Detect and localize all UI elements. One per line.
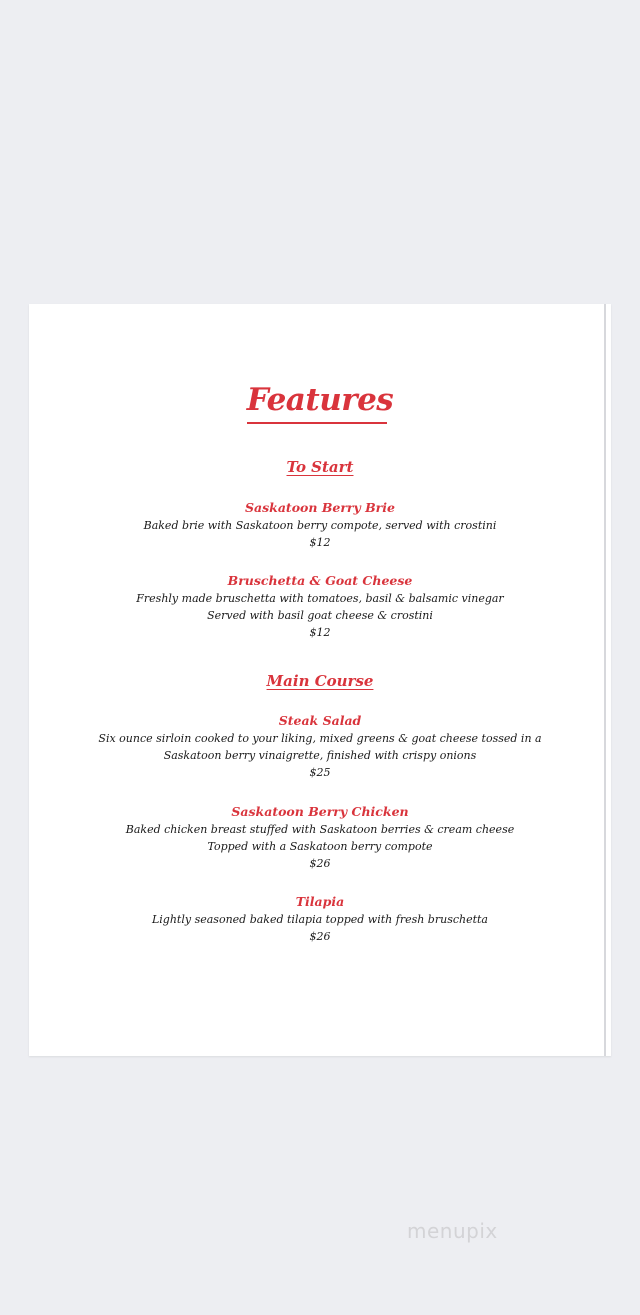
- menu-item-bruschetta-goat-cheese: [29, 572, 611, 641]
- item-description: Lightly seasoned baked tilapia topped with fresh bruschetta: [151, 913, 488, 926]
- item-price: $12: [309, 536, 331, 549]
- menu-page: [29, 304, 611, 1056]
- menu-title: Features: [246, 382, 394, 418]
- title-underline: [247, 422, 387, 424]
- item-name: Saskatoon Berry Chicken: [231, 804, 409, 819]
- item-description: Baked brie with Saskatoon berry compote, served with crostini: [143, 519, 497, 532]
- item-description: Freshly made bruschetta with tomatoes, basil & balsamic vinegar: [136, 592, 504, 605]
- item-description: Topped with a Saskatoon berry compote: [207, 840, 433, 853]
- item-description: Served with basil goat cheese & crostini: [207, 609, 433, 622]
- item-price: $26: [309, 857, 331, 870]
- menu-item-steak-salad: [29, 712, 611, 781]
- section-heading-to-start: To Start: [286, 458, 354, 476]
- watermark: menupix: [407, 1219, 498, 1243]
- item-description: Baked chicken breast stuffed with Saskatoon berries & cream cheese: [125, 823, 515, 836]
- menu-item-tilapia: [29, 893, 611, 945]
- item-name: Tilapia: [295, 894, 345, 909]
- item-description: Six ounce sirloin cooked to your liking, mixed greens & goat cheese tossed in a: [98, 732, 542, 745]
- item-price: $12: [309, 626, 331, 639]
- item-name: Bruschetta & Goat Cheese: [227, 573, 413, 588]
- section-heading-main-course: Main Course: [266, 672, 374, 690]
- menu-item-saskatoon-berry-chicken: [29, 803, 611, 872]
- item-name: Steak Salad: [278, 713, 362, 728]
- item-description: Saskatoon berry vinaigrette, finished with crispy onions: [163, 749, 477, 762]
- menu-item-saskatoon-berry-brie: [29, 499, 611, 551]
- item-price: $25: [309, 766, 331, 779]
- item-price: $26: [309, 930, 331, 943]
- item-name: Saskatoon Berry Brie: [245, 500, 395, 515]
